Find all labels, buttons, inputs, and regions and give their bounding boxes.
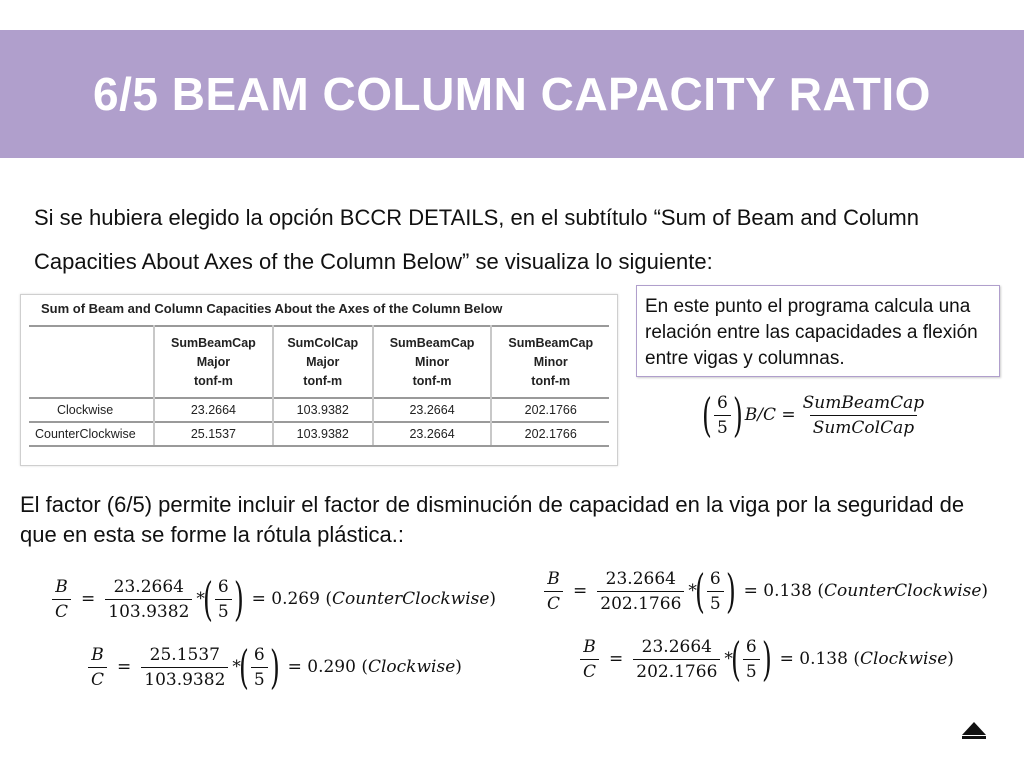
- table-header: SumColCap Major tonf-m: [273, 326, 373, 398]
- table-row: CounterClockwise 25.1537 103.9382 23.2664 202.1766: [29, 422, 609, 446]
- capacity-table: [29, 325, 609, 447]
- equation-counterclockwise-minor: $\frac{B}{C}$ = $\frac{23.2664}{202.1766}$ * ( $\frac{6}{5}$ ) = 0.138 ( CounterClockwise ): [540, 568, 988, 614]
- table-header: SumBeamCap Major tonf-m: [154, 326, 273, 398]
- table-header: SumBeamCap Minor tonf-m: [373, 326, 492, 398]
- equation-counterclockwise-major: $\frac{B}{C}$ = $\frac{23.2664}{103.9382}$ * ( $\frac{6}{5}$ ) = 0.269 ( CounterClockwise ): [48, 576, 496, 622]
- table-header-empty: [29, 326, 154, 398]
- intro-text: Si se hubiera elegido la opción BCCR DETAILS, en el subtítulo “Sum of Beam and Column Capacities About Axes of the Column Below” se visualiza lo siguiente:: [34, 205, 919, 274]
- title-band: [0, 30, 1024, 158]
- equation-clockwise-major: $\frac{B}{C}$ = $\frac{25.1537}{103.9382}$ * ( $\frac{6}{5}$ ) = 0.290 ( Clockwise ): [84, 644, 462, 690]
- equation-clockwise-minor: $\frac{B}{C}$ = $\frac{23.2664}{202.1766}$ * ( $\frac{6}{5}$ ) = 0.138 ( Clockwise ): [576, 636, 954, 682]
- ratio-formula: ( $\frac{6}{5}$ ) B/C = $\frac{\text{SumBeamCap}}{\text{SumColCap}}$: [702, 388, 925, 442]
- table-row: Clockwise 23.2664 103.9382 23.2664 202.1766: [29, 398, 609, 422]
- up-arrow-icon[interactable]: [961, 720, 987, 740]
- table-title: Sum of Beam and Column Capacities About the Axes of the Column Below: [41, 301, 503, 316]
- note-box: En este punto el programa calcula una relación entre las capacidades a flexión entre vigas y columnas.: [636, 285, 1000, 377]
- capacity-table-image: [20, 294, 618, 466]
- factor-text: El factor (6/5) permite incluir el factor de disminución de capacidad en la viga por la seguridad de que en esta se forme la rótula plástica.:: [20, 492, 965, 547]
- table-header: SumBeamCap Minor tonf-m: [491, 326, 609, 398]
- page-title: 6/5 BEAM COLUMN CAPACITY RATIO: [93, 68, 931, 120]
